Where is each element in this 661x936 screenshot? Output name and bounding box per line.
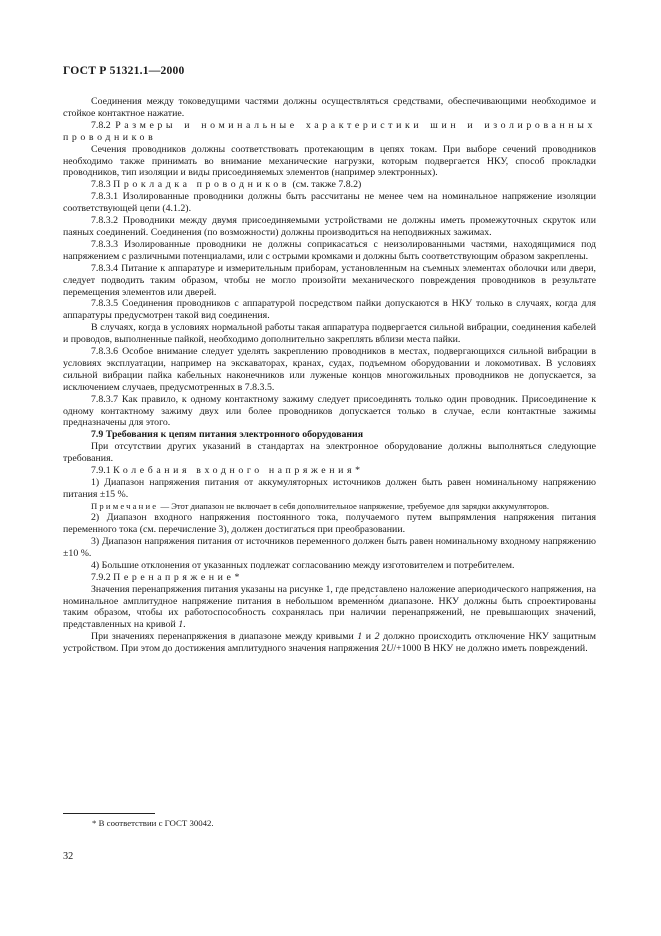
note [63,501,596,512]
section-reference: (см. также 7.8.2) [292,179,362,191]
section-title: Перенапряжение* [113,571,244,583]
voltage-symbol: U [386,643,394,655]
note-label: Примечание [91,500,159,511]
list-item: 1) Диапазон напряжения питания от аккумуляторных источников должен быть равен номинальному напряжению питания ±15 %. [63,477,596,500]
list-item: 4) Большие отклонения от указанных подлежат согласованию между изготовителем и потребителем. [91,559,515,571]
paragraph: Сечения проводников должны соответствовать протекающим в цепях токам. При выборе сечений проводников необходимо также принимать во внимание механические нагрузки, которым подвергается НКУ, способ прокладки проводников, тип изоляции и виды присоединяемых элементов (например электронных). [63,143,596,179]
curve-reference: 1 [357,631,363,643]
note-text: — Этот диапазон не включает в себя дополнительное напряжение, требуемое для зарядки аккумуляторов. [158,500,549,511]
paragraph: 7.8.3.3 Изолированные проводники не должны соприкасаться с неизолированными частями, находящимися под напряжением с различными потенциалами, или с острыми кромками и должны быть соответствующим образом закреплены. [63,238,596,262]
paragraph: 7.8.3.6 Особое внимание следует уделять закреплению проводников в местах, подвергающихся сильной вибрации в условиях эксплуатации, например на экскаваторах, кранах, судах, подъемном оборудовании и локомотивах. В условиях сильной вибрации пайка кабельных наконечников или луженые концов многожильных проводников не допускается, за исключением случаев, предусмотренных в 7.8.3.5. [63,346,596,393]
document-body [63,96,596,655]
paragraph: Значения перенапряжения питания указаны на рисунке 1, где представлено наложение апериодического напряжения, на номинальное амплитудное напряжение питания в небольшом временно́м диапазоне. НКУ должны быть спроектированы таким образом, чтобы их работоспособность сохранялась при наличии перенапряжений, не превышающих значений, представленных на кривой 1. [63,583,596,631]
footnote: * В соответствии с ГОСТ 30042. [92,818,214,828]
section-number: 7.9.2 [91,571,111,583]
paragraph: При отсутствии других указаний в стандартах на электронное оборудование должны выполняться следующие требования. [63,441,596,465]
curve-reference: 2 [374,631,380,643]
paragraph: 7.8.3.4 Питание к аппаратуре и измерительным приборам, установленным на съемных элементах оболочки или двери, следует подводить таким образом, чтобы не могло произойти механического повреждения проводников в результате перемещения элементов или дверей. [63,262,596,298]
section-7-9-1-heading [63,465,596,477]
section-number: 7.9.1 [91,465,111,477]
section-title: Прокладка проводников [113,179,290,191]
section-7-8-2-heading [63,120,596,144]
paragraph: При значениях перенапряжения в диапазоне между кривыми 1 и 2 должно происходить отключение НКУ защитным устройством. При этом до достижения амплитудного значения напряжения 2U/+1000 В НКУ не должно иметь повреждений. [63,631,596,655]
paragraph: 7.8.3.5 Соединения проводников с аппаратурой посредством пайки допускаются в НКУ только в случаях, когда для аппаратуры предусмотрен такой вид соединения. [63,298,596,322]
section-title: Размеры и номинальные характеристики шин и изолированных проводников [63,119,597,143]
section-7-9-heading: 7.9 Требования к цепям питания электронного оборудования [91,429,364,441]
curve-reference: 1 [178,619,184,631]
section-7-9-2-heading [63,572,596,584]
paragraph: Соединения между токоведущими частями должны осуществляться средствами, обеспечивающими необходимое и стойкое контактное нажатие. [63,96,596,119]
page-number: 32 [63,851,74,862]
paragraph: 7.8.3.2 Проводники между двумя присоединяемыми устройствами не должны иметь промежуточных скруток или паяных соединений. Соединения (по возможности) должны производиться на неподвижных зажимах. [63,215,596,238]
paragraph: 7.8.3.1 Изолированные проводники должны быть рассчитаны не менее чем на номинальное напряжение изоляции соответствующей цепи (4.1.2). [63,191,596,215]
list-item: 2) Диапазон входного напряжения постоянного тока, получаемого путем выпрямления напряжения питания переменного тока (см. перечисление 3), должен достигаться при преобразовании. [63,512,596,536]
section-title: Колебания входного напряжения* [113,465,364,477]
section-number: 7.8.3 [91,179,111,191]
section-number: 7.8.2 [91,119,111,131]
paragraph: В случаях, когда в условиях нормальной работы такая аппаратура подвергается сильной вибрации, соединения кабелей и проводов, выполненные пайкой, необходимо дополнительно закреплять вблизи места пайки. [63,322,596,346]
footnote-separator [63,813,155,814]
section-7-8-3-heading [63,179,596,191]
paragraph: 7.8.3.7 Как правило, к одному контактному зажиму следует присоединять только один проводник. Присоединение к одному контактному зажиму двух или более проводников допускается только в случае, если контактные зажимы предназначены для этого. [63,393,596,429]
document-header: ГОСТ Р 51321.1—2000 [63,64,185,77]
list-item: 3) Диапазон напряжения питания от источников переменного должен быть равен номинальному входному напряжению ±10 %. [63,536,596,559]
